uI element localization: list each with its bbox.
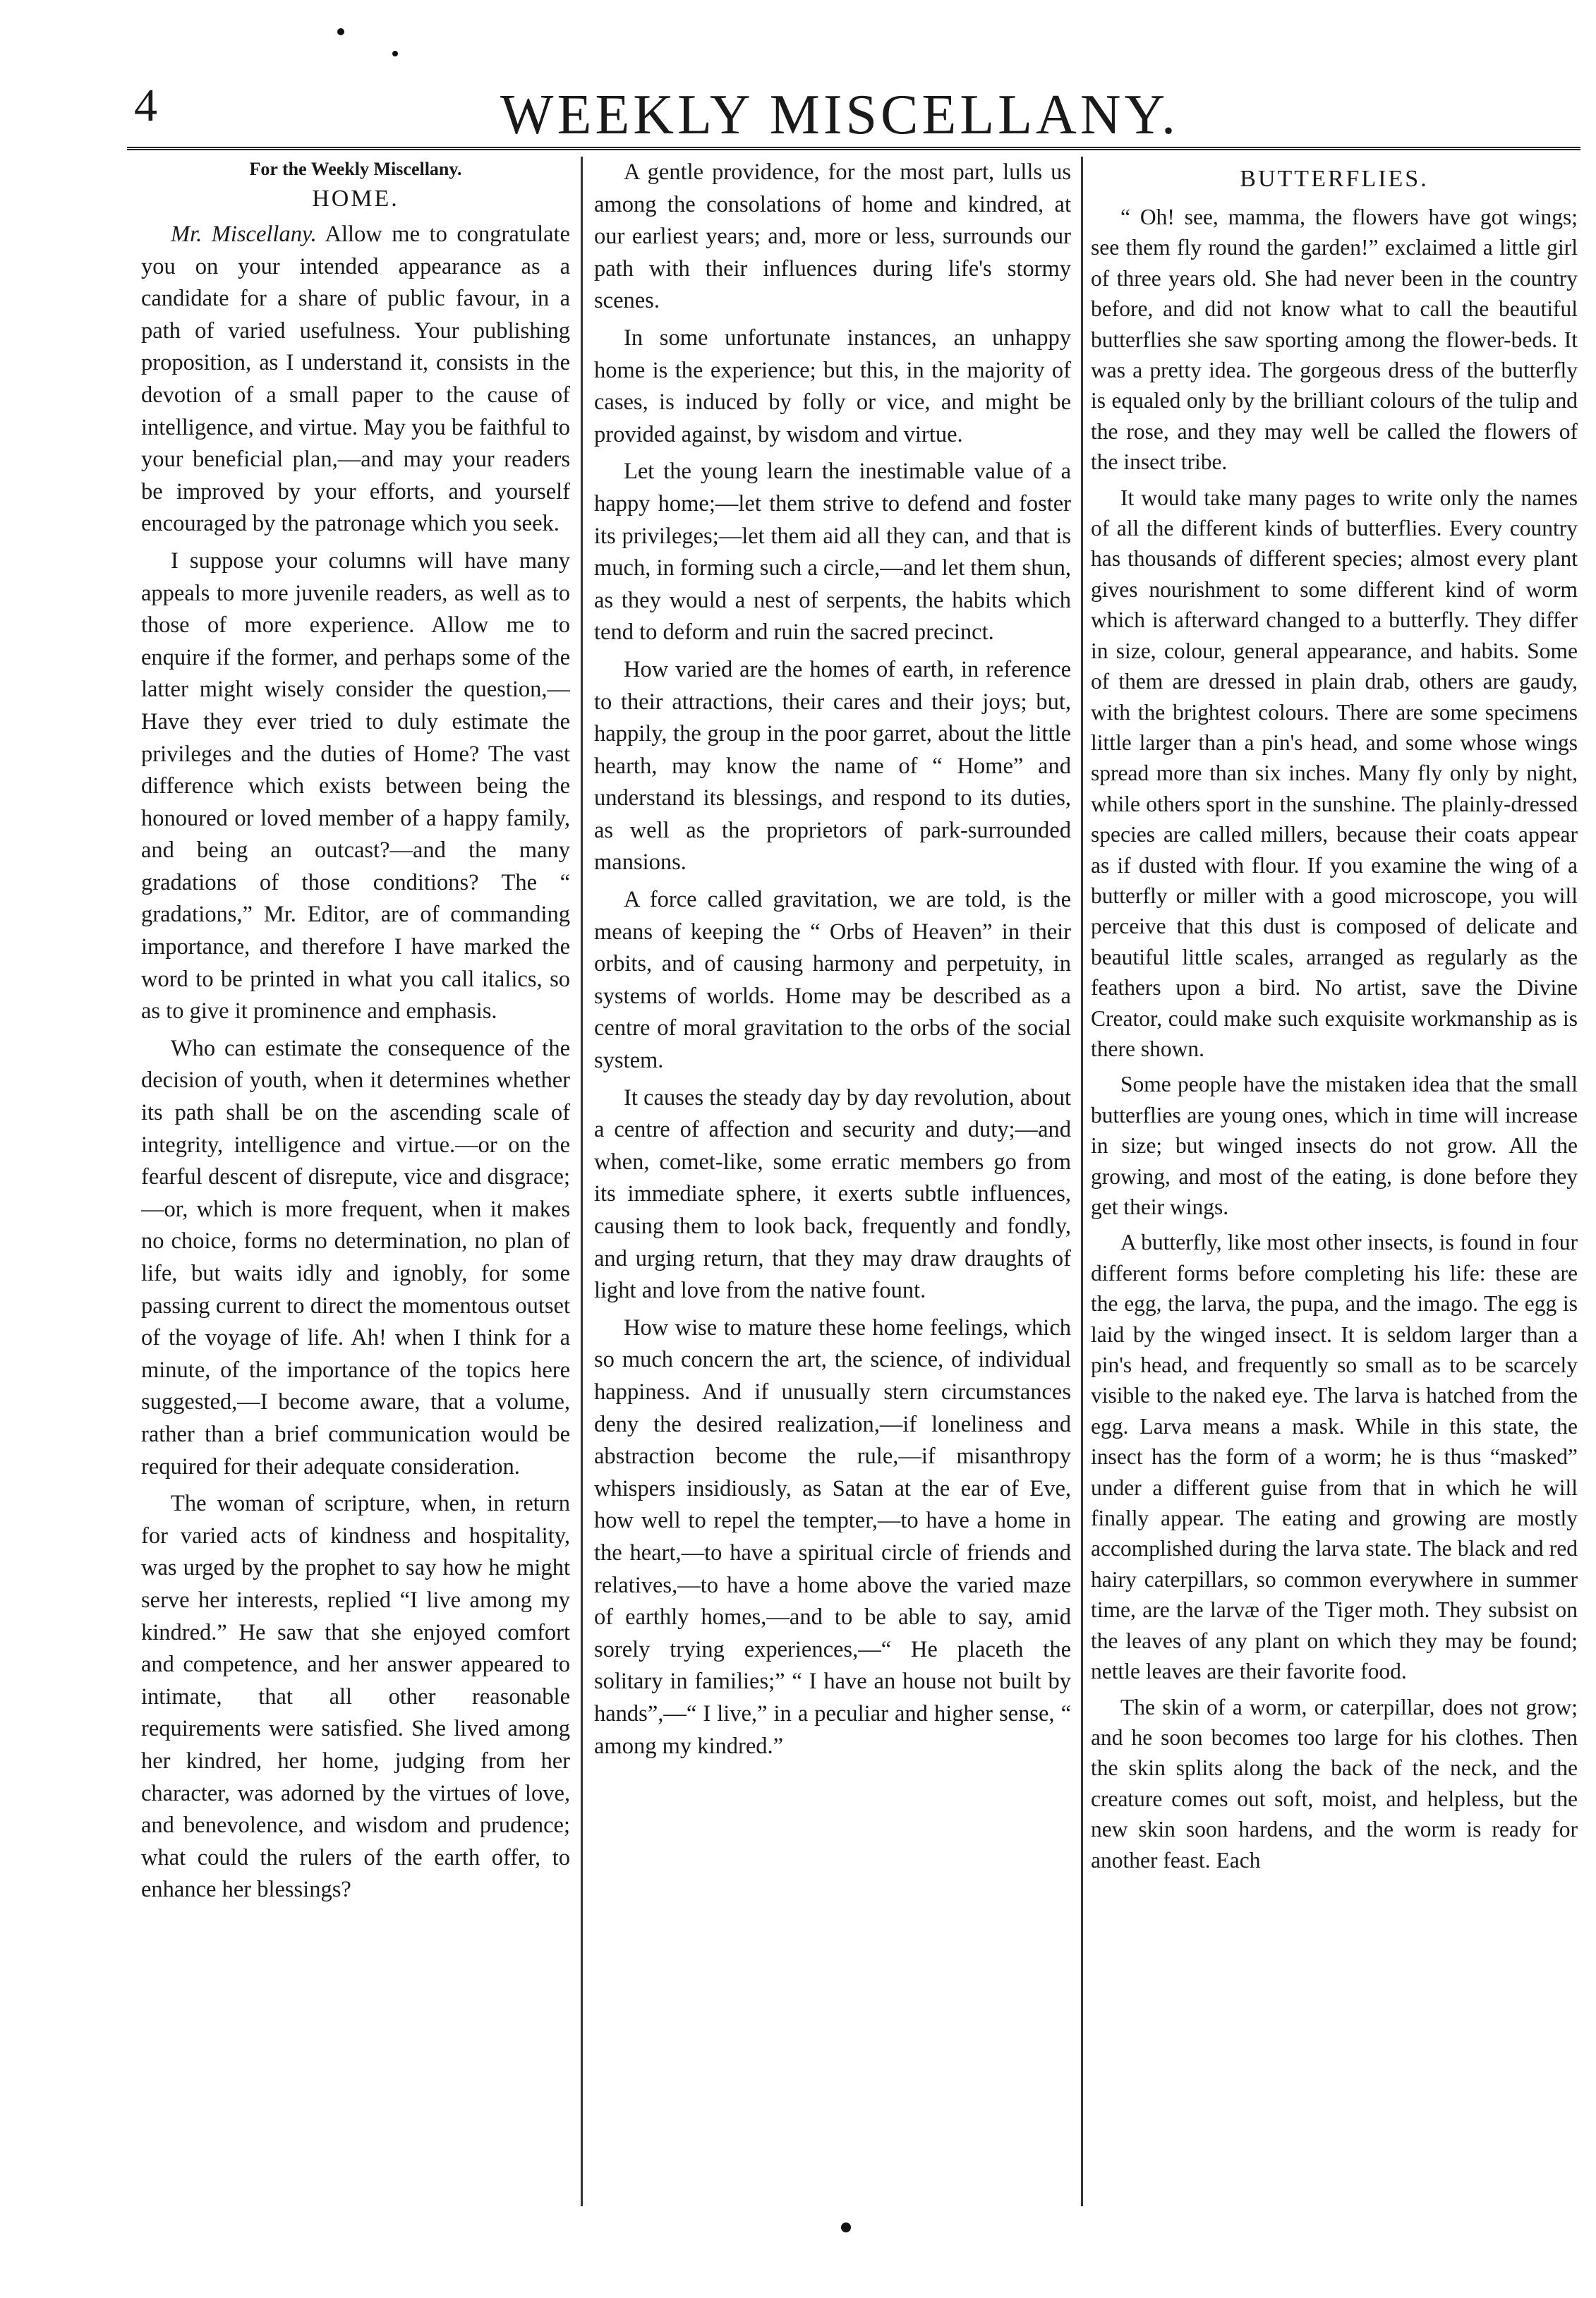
article-home-column [141,157,570,2206]
article-paragraph: How wise to mature these home feelings, which so much concern the art, the science, of individual happiness. And if unusually stern circumstances deny the desired realization,—if loneliness and abstraction become the rule,—if misanthropy whispers insidiously, as Satan at the ear of Eve, how well to repel the tempter,—to have a home in the heart,—to have a spiritual circle of friends and relatives,—to have a home above the varied maze of earthly homes,—and to be able to say, amid sorely trying experiences,—“ He placeth the solitary in families;” “ I have an house not built by hands”,—“ I live,” in a peculiar and higher sense, “ among my kindred.” [594,1314,1071,1759]
page-header [113,78,1566,155]
ink-speck [392,51,398,56]
paragraph-text: Allow me to congratulate you on your intended appearance as a candidate for a share of public favour, in a path of varied usefulness. Your publishing proposition, as I understand it, consists in the devotion of a small paper to the cause of intelligence, and virtue. May you be faithful to your beneficial plan,—and may your readers be improved by your efforts, and yourself encouraged by the patronage which you seek. [141,222,570,537]
article-title: HOME. [312,186,399,212]
article-paragraph: A force called gravitation, we are told, is the means of keeping the “ Orbs of Heaven” in their orbits, and of causing harmony and perpetuity, in systems of worlds. Home may be described as a centre of moral gravitation to the orbs of the social system. [594,887,1071,1074]
article-home-continued-column [594,157,1071,2206]
article-paragraph: The skin of a worm, or caterpillar, does not grow; and he soon becomes too large for his clothes. Then the skin splits along the back of the neck, and the creature comes out soft, moist, and helpless, but the new skin soon hardens, and the worm is ready for another feast. Each [1091,1694,1578,1873]
article-paragraph: The woman of scripture, when, in return for varied acts of kindness and hospitality, was urged by the prophet to say how he might serve her interests, replied “I live among my kindred.” He saw that she enjoyed comfort and competence, and her answer appeared to intimate, that all other reasonable requirements were satisfied. She lived among her kindred, her home, judging from her character, was adorned by the virtues of love, and benevolence, and wisdom and prudence; what could the rulers of the earth offer, to enhance her blessings? [141,1491,570,1903]
masthead-title: WEEKLY MISCELLANY. [500,84,1179,146]
article-paragraph: How varied are the homes of earth, in reference to their attractions, their cares and their joys; but, happily, the group in the poor garret, about the little hearth, may know the name of “ Home” and understand its blessings, and respond to its duties, as well as the proprietors of park-surrounded mansions. [594,656,1071,876]
article-paragraph: Some people have the mistaken idea that the small butterflies are young ones, which in time will increase in size; but winged insects do not grow. All the growing, and most of the eating, is done before they get their wings. [1091,1072,1578,1219]
salutation: Mr. Miscellany. [171,222,317,247]
column-rule [581,157,583,2206]
article-paragraph: In some unfortunate instances, an unhappy home is the experience; but this, in the majority of cases, is induced by folly or vice, and might be provided against, by wisdom and virtue. [594,325,1071,447]
article-paragraph: Who can estimate the consequence of the decision of youth, when it determines whether its path shall be on the ascending scale of integrity, intelligence and virtue.—or on the fearful descent of disrepute, vice and disgrace;—or, which is more frequent, when it makes no choice, forms no determination, no plan of life, but waits idly and ignobly, for some passing current to direct the momentous outset of the voyage of life. Ah! when I think for a minute, of the importance of the topics here suggested,—I become aware, that a volume, rather than a brief communication would be required for their adequate consideration. [141,1035,570,1480]
byline: For the Weekly Miscellany. [249,159,462,179]
ink-speck [841,2223,851,2232]
article-butterflies-column [1091,157,1578,2206]
article-title: BUTTERFLIES. [1240,166,1429,192]
column-rule [1081,157,1083,2206]
article-paragraph: It would take many pages to write only the names of all the different kinds of butterflies. Every country has thousands of different species; almost every plant gives nourishment to some different kind of worm which is afterward changed to a butterfly. They differ in size, colour, general appearance, and habits. Some of them are dressed in plain drab, others are gaudy, with the brightest colours. There are some specimens little larger than a pin's head, and some whose wings spread more than six inches. Many fly only by night, while others sport in the sunshine. The plainly-dressed species are called millers, because their coats appear as if dusted with flour. If you examine the wing of a butterfly or miller with a good microscope, you will perceive that this dust is composed of delicate and beautiful little scales, arranged as regularly as the feathers upon a bird. No artist, save the Divine Creator, could make such exquisite workmanship as is there shown. [1091,485,1578,1061]
article-paragraph: “ Oh! see, mamma, the flowers have got wings; see them fly round the garden!” exclaimed a little girl of three years old. She had never been in the country before, and did not know what to call the beautiful butterflies she saw sporting among the flower-beds. It was a pretty idea. The gorgeous dress of the butterfly is equaled only by the brilliant colours of the tulip and the rose, and they may well be called the flowers of the insect tribe. [1091,205,1578,475]
page-number: 4 [134,80,157,131]
article-paragraph [141,219,570,540]
article-paragraph: A butterfly, like most other insects, is found in four different forms before completing his life: these are the egg, the larva, the pupa, and the imago. The egg is laid by the winged insect. It is seldom larger than a pin's head, and frequently so small as to be scarcely visible to the naked eye. The larva is hatched from the egg. Larva means a mask. While in this state, the insect has the form of a worm; he is thus “masked” under a different guise from that in which he will finally appear. The eating and growing are mostly accomplished during the larva state. The black and red hairy caterpillars, so common everywhere in summer time, are the larvæ of the Tiger moth. They subsist on the leaves of any plant on which they may be found; nettle leaves are their favorite food. [1091,1230,1578,1684]
article-paragraph: A gentle providence, for the most part, lulls us among the consolations of home and kindred, at our earliest years; and, more or less, surrounds our path with their influences during life's stormy scenes. [594,159,1071,314]
ink-speck [337,28,344,35]
article-paragraph: It causes the steady day by day revolution, about a centre of affection and security and duty;—and when, comet-like, some erratic members go from its immediate sphere, it exerts subtle influences, causing them to look back, frequently and fondly, and urging return, that they may draw draughts of light and love from the native fount. [594,1084,1071,1304]
article-paragraph: Let the young learn the inestimable value of a happy home;—let them strive to defend and foster its privileges;—let them aid all they can, and that is much, in forming such a circle,—and let them shun, as they would a nest of serpents, the habits which tend to deform and ruin the sacred precinct. [594,459,1071,646]
article-paragraph: I suppose your columns will have many appeals to more juvenile readers, as well as to those of more experience. Allow me to enquire if the former, and perhaps some of the latter might wisely consider the question,—Have they ever tried to duly estimate the privileges and the duties of Home? The vast difference which exists between being the honoured or loved member of a happy family, and being an outcast?—and the many gradations of those conditions? The “ gradations,” Mr. Editor, are of commanding importance, and therefore I have marked the word to be printed in what you call italics, so as to give it prominence and emphasis. [141,548,570,1024]
header-rule [127,147,1580,150]
